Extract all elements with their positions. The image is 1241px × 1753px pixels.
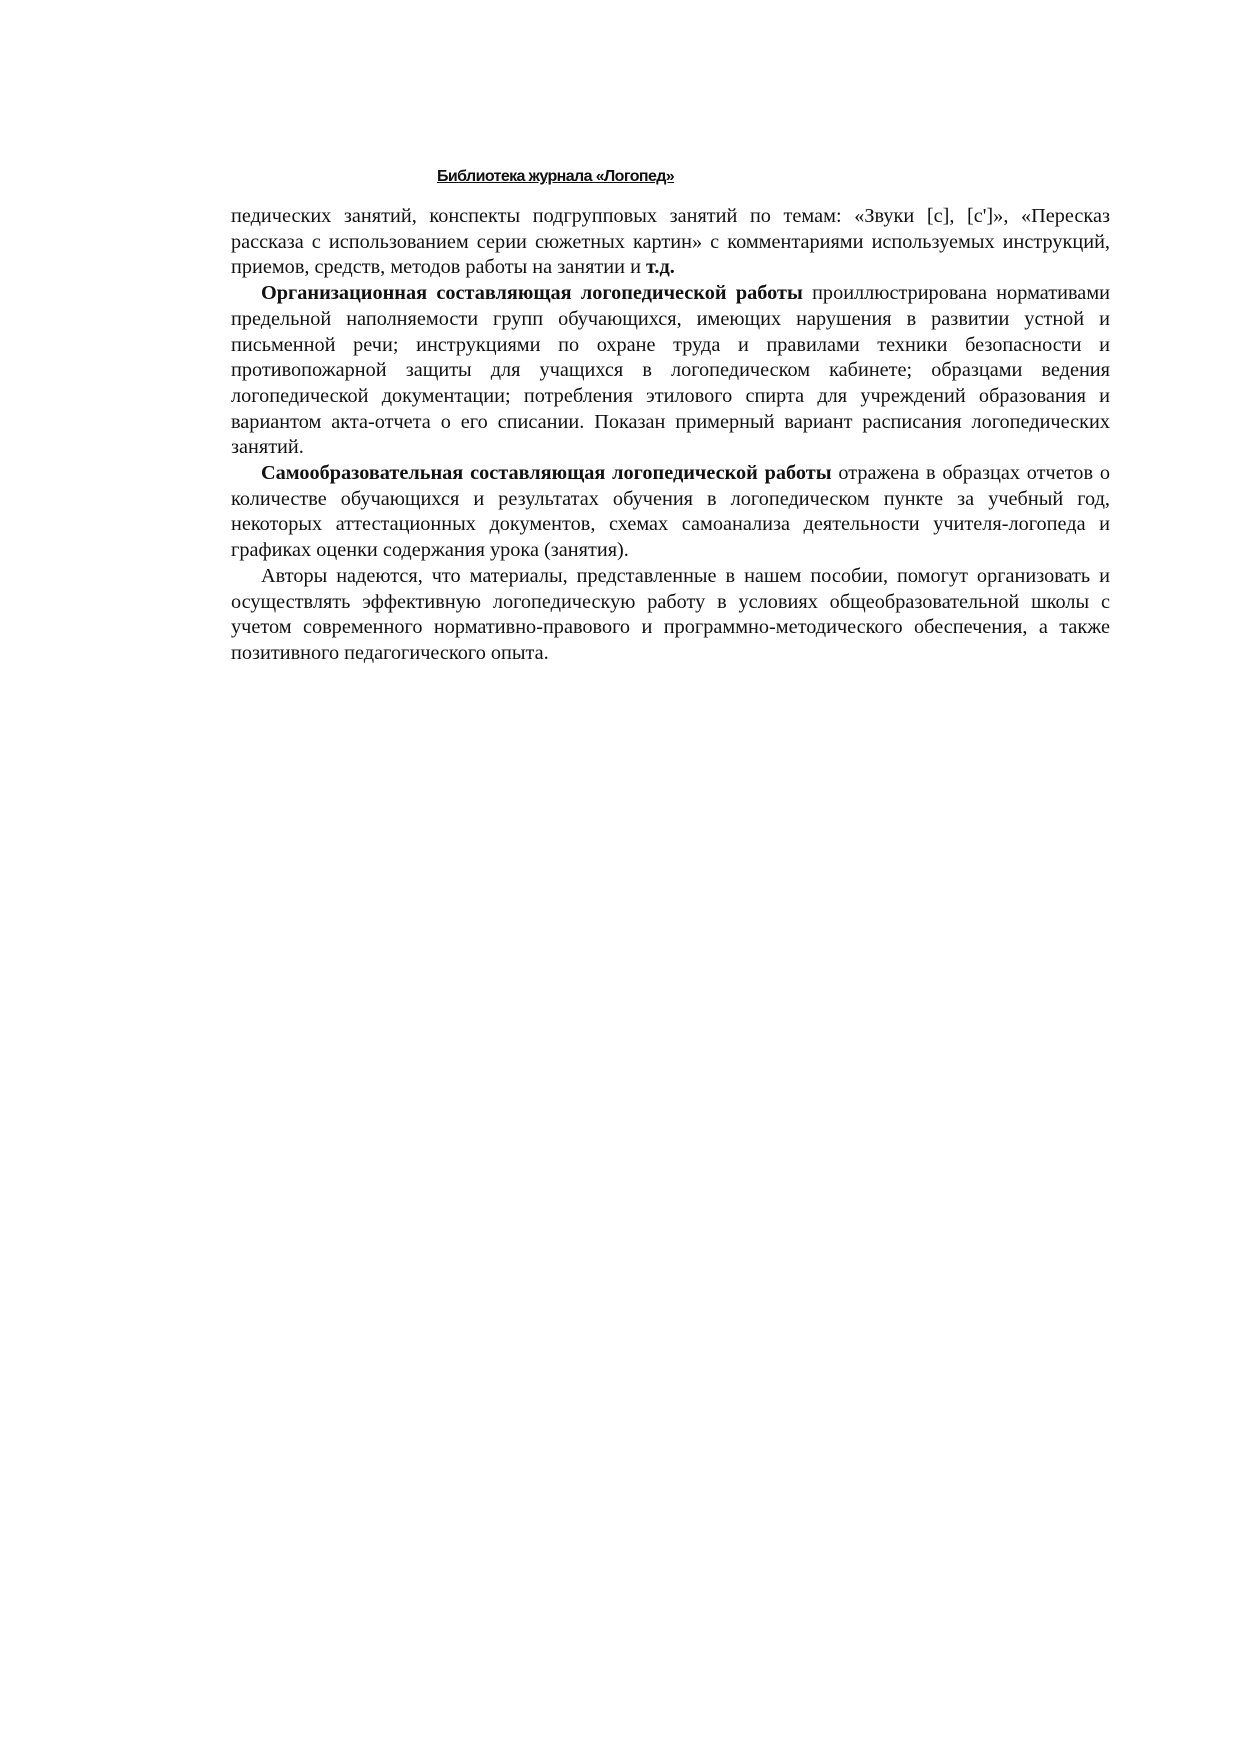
paragraph-continued bbox=[231, 204, 1110, 281]
paragraph-bold-end: т.д. bbox=[646, 256, 675, 279]
running-header: Библиотека журнала «Логопед» bbox=[437, 168, 675, 185]
paragraph-self-education bbox=[231, 461, 1110, 564]
paragraph-text: проиллюстрирована нормативами предельной наполняемости групп обучающихся, имеющих нарушения в развитии устной и письменной речи; инструкциями по охране труда и правилами техники безопасности и противопожарной защиты для учащихся в логопедическом кабинете; образцами ведения логопедической документации; потребления этилового спирта для учреждений образования и вариантом акта-отчета о его списании. Показан примерный вариант расписания логопедических занятий. bbox=[231, 282, 1111, 459]
paragraph-authors bbox=[231, 564, 1110, 667]
paragraph-text: педических занятий, конспекты подгрупповых занятий по темам: «Звуки [с], [с']», «Пересказ рассказа с использованием серии сюжетных картин» с комментариями используемых инструкций, приемов, средств, методов работы на занятии и bbox=[231, 205, 1110, 279]
paragraph-bold-lead: Организационная составляющая логопедической работы bbox=[261, 282, 803, 305]
paragraph-text: отражена в образцах отчетов о количестве обучающихся и результатах обучения в логопедическом пункте за учебный год, некоторых аттестационных документов, схемах самоанализа деятельности учителя-логопеда и графиках оценки содержания урока (занятия). bbox=[231, 462, 1110, 562]
paragraph-text: Авторы надеются, что материалы, представленные в нашем пособии, помогут организовать и осуществлять эффективную логопедическую работу в условиях общеобразовательной школы с учетом современного нормативно-правового и программно-методического обеспечения, а также позитивного педагогического опыта. bbox=[231, 564, 1110, 664]
paragraph-bold-lead: Самообразовательная составляющая логопедической работы bbox=[261, 462, 832, 485]
paragraph-organizational bbox=[231, 281, 1110, 461]
body-text bbox=[231, 204, 1110, 667]
